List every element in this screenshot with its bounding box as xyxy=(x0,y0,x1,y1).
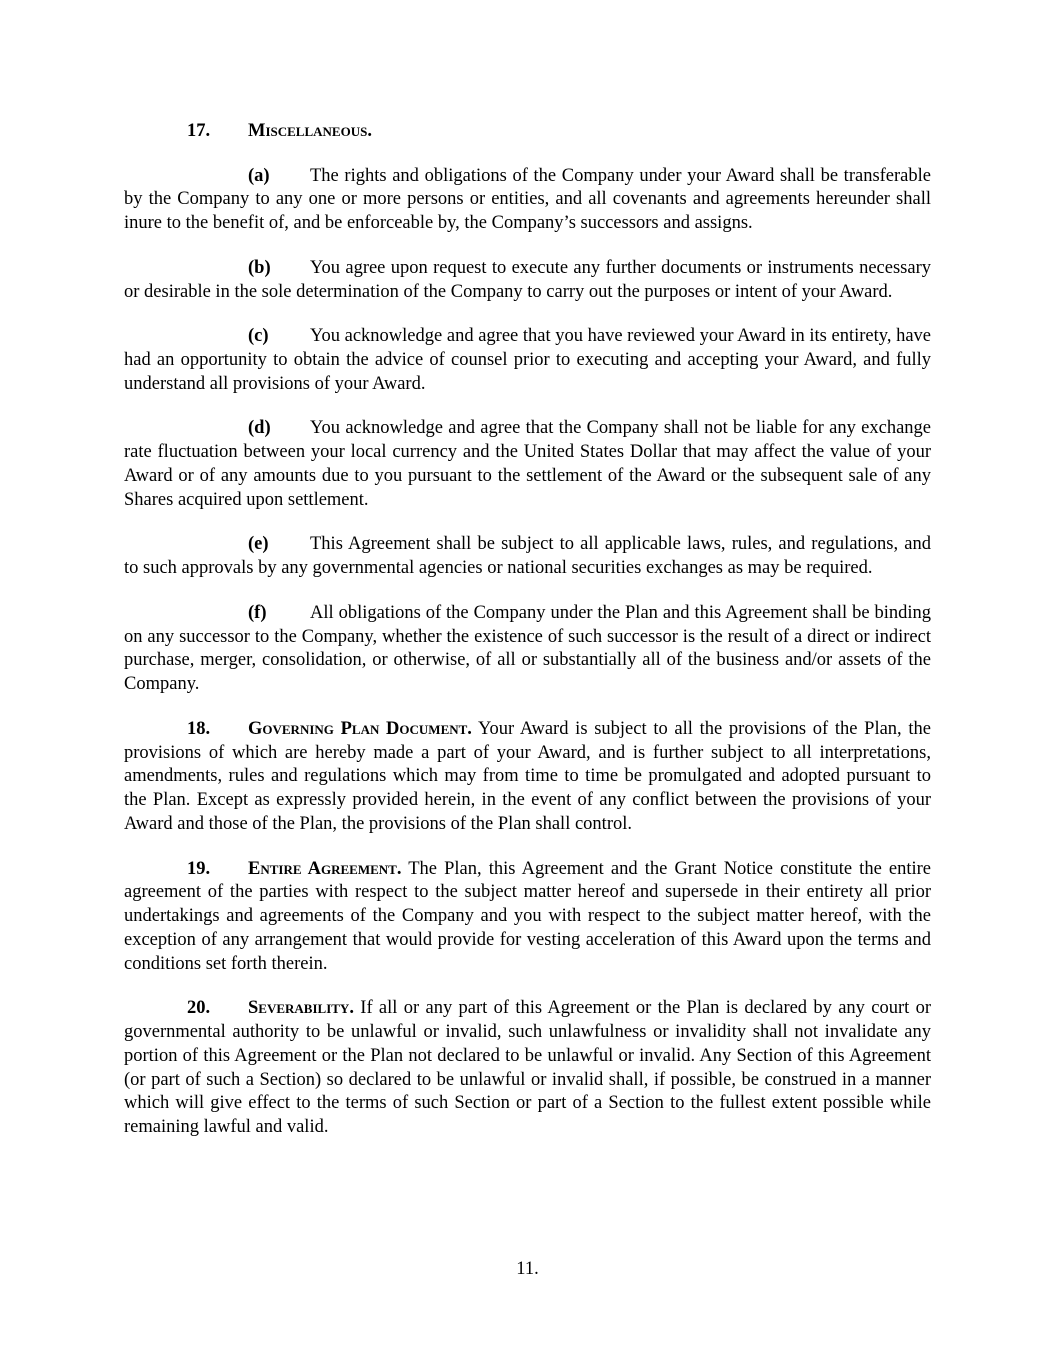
section-17-heading xyxy=(124,120,931,144)
section-title: Entire Agreement. xyxy=(248,858,402,879)
clause-17b xyxy=(124,257,931,305)
section-text: If all or any part of this Agreement or the Plan is declared by any court or governmental authority to be unlawful or invalid, such unlawfulness or invalidity shall not invalidate any portion of this Agreement or the Plan not declared to be unlawful or invalid. Any Section of this Agreement (or part of such a Section) so declared to be unlawful or invalid shall, if possible, be construed in a manner which will give effect to the terms of such Section or part of a Section to the fullest extent possible while remaining lawful and valid. xyxy=(124,998,931,1138)
clause-label: (c) xyxy=(248,326,269,347)
clause-text: All obligations of the Company under the Plan and this Agreement shall be binding on any successor to the Company, whether the existence of such successor is the result of a direct or indirect purchase, merger, consolidation, or otherwise, of all or substantially all of the business and/or assets of the Company. xyxy=(124,602,931,695)
section-text: Your Award is subject to all the provisions of the Plan, the provisions of which are hereby made a part of your Award, and is further subject to all interpretations, amendments, rules and regulations which may from time to time be promulgated and adopted pursuant to the Plan. Except as expressly provided herein, in the event of any conflict between the provisions of your Award and those of the Plan, the provisions of the Plan shall control. xyxy=(124,718,931,834)
clause-label: (b) xyxy=(248,257,271,278)
section-title: Governing Plan Document. xyxy=(248,718,472,739)
clause-17d xyxy=(124,417,931,512)
section-number: 18. xyxy=(187,718,211,739)
document-page xyxy=(124,120,931,1161)
clause-17a xyxy=(124,165,931,236)
clause-text: You acknowledge and agree that you have reviewed your Award in its entirety, have had an opportunity to obtain the advice of counsel prior to executing and accepting your Award, and fully understand all provisions of your Award. xyxy=(124,326,931,394)
clause-17e xyxy=(124,533,931,581)
clause-label: (a) xyxy=(248,165,270,186)
section-title: Severability. xyxy=(248,998,354,1019)
section-20 xyxy=(124,997,931,1140)
section-number: 17. xyxy=(187,121,211,141)
section-text: The Plan, this Agreement and the Grant Notice constitute the entire agreement of the parties with respect to the subject matter hereof and supersede in their entirety all prior undertakings and agreements of the Company and you with respect to the subject matter hereof, with the exception of any arrangement that would provide for vesting acceleration of this Award upon the terms and conditions set forth therein. xyxy=(124,858,932,974)
page-number: 11. xyxy=(516,1259,539,1279)
clause-label: (d) xyxy=(248,418,271,439)
clause-17f xyxy=(124,602,931,697)
clause-text: This Agreement shall be subject to all applicable laws, rules, and regulations, and to such approvals by any governmental agencies or national securities exchanges as may be required. xyxy=(124,534,931,579)
section-18 xyxy=(124,718,931,837)
section-title: Miscellaneous. xyxy=(248,121,372,141)
section-19 xyxy=(124,858,931,977)
clause-text: You agree upon request to execute any further documents or instruments necessary or desirable in the sole determination of the Company to carry out the purposes or intent of your Award. xyxy=(124,257,931,302)
clause-17c xyxy=(124,325,931,396)
clause-label: (f) xyxy=(248,602,267,623)
section-number: 20. xyxy=(187,998,211,1019)
section-number: 19. xyxy=(187,858,211,879)
clause-text: The rights and obligations of the Company under your Award shall be transferable by the Company to any one or more persons or entities, and all covenants and agreements hereunder shall inure to the benefit of, and be enforceable by, the Company’s successors and assigns. xyxy=(124,165,931,234)
clause-label: (e) xyxy=(248,534,269,555)
clause-text: You acknowledge and agree that the Company shall not be liable for any exchange rate fluctuation between your local currency and the United States Dollar that may affect the value of your Award or of any amounts due to you pursuant to the settlement of the Award or the subsequent sale of any Shares acquired upon settlement. xyxy=(124,418,931,510)
